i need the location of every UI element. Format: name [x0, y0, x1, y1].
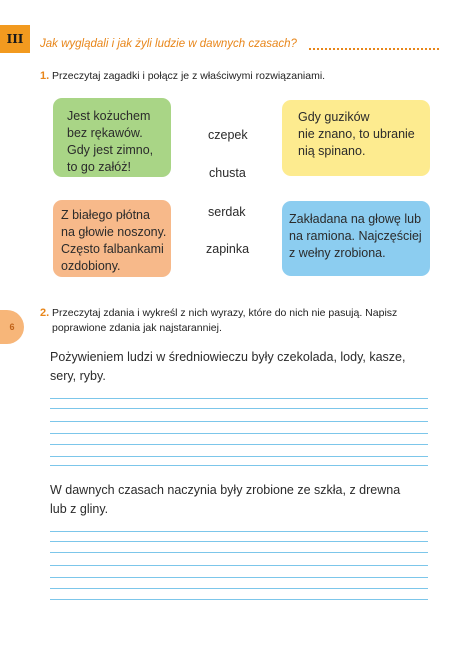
riddle-line: na głowie noszony. [61, 225, 167, 239]
section-title: Jak wyglądali i jak żyli ludzie w dawnych czasach? [40, 38, 297, 50]
writing-line[interactable] [50, 588, 428, 589]
riddle-card-orange[interactable] [53, 200, 171, 277]
title-dotted-rule [309, 48, 439, 50]
page-number-tab [0, 310, 24, 344]
writing-line[interactable] [50, 577, 428, 578]
task1-number: 1. [40, 70, 50, 82]
writing-line[interactable] [50, 531, 428, 532]
task2-number: 2. [40, 307, 50, 319]
writing-line[interactable] [50, 456, 428, 457]
sentence-1 [50, 348, 420, 386]
writing-line[interactable] [50, 465, 428, 466]
riddle-card-blue[interactable] [282, 201, 430, 276]
riddle-line: Gdy guzików [298, 110, 370, 124]
riddle-line: bez rękawów. [67, 126, 143, 140]
writing-line[interactable] [50, 444, 428, 445]
page-number: 6 [9, 322, 15, 332]
writing-line[interactable] [50, 541, 428, 542]
writing-line[interactable] [50, 433, 428, 434]
writing-line[interactable] [50, 565, 428, 566]
answer-word-chusta[interactable]: chusta [209, 166, 246, 180]
riddle-line: ozdobiony. [61, 259, 121, 273]
instruction-line: Przeczytaj zdania i wykreśl z nich wyrazy, które do nich nie pasują. Napisz [52, 307, 398, 319]
sentence-line: sery, ryby. [50, 369, 106, 383]
writing-line[interactable] [50, 421, 428, 422]
chapter-badge: III [0, 25, 30, 53]
answer-word-zapinka[interactable]: zapinka [206, 242, 250, 256]
writing-line[interactable] [50, 398, 428, 399]
riddle-line: z wełny zrobiona. [289, 246, 386, 260]
sentence-line: Pożywieniem ludzi w średniowieczu były czekolada, lody, kasze, [50, 350, 406, 364]
answer-word-czepek[interactable]: czepek [208, 128, 248, 142]
riddle-line: na ramiona. Najczęściej [289, 229, 422, 243]
sentence-line: lub z gliny. [50, 502, 109, 516]
writing-line[interactable] [50, 408, 428, 409]
riddle-line: Gdy jest zimno, [67, 143, 154, 157]
answer-word-serdak[interactable]: serdak [208, 205, 246, 219]
task2-instruction [52, 306, 432, 336]
sentence-2 [50, 481, 420, 519]
riddle-line: Jest kożuchem [67, 109, 151, 123]
riddle-line: to go załóż! [67, 160, 131, 174]
writing-line[interactable] [50, 599, 428, 600]
riddle-card-green[interactable] [53, 98, 171, 177]
task1-instruction: Przeczytaj zagadki i połącz je z właściwymi rozwiązaniami. [52, 70, 326, 82]
riddle-line: Zakładana na głowę lub [289, 212, 422, 226]
riddle-line: Z białego płótna [61, 208, 150, 222]
riddle-line: nią spinano. [298, 144, 366, 158]
riddle-card-yellow[interactable] [282, 100, 430, 176]
instruction-line: poprawione zdania jak najstaranniej. [52, 322, 222, 334]
writing-line[interactable] [50, 552, 428, 553]
sentence-line: W dawnych czasach naczynia były zrobione ze szkła, z drewna [50, 483, 401, 497]
riddle-line: nie znano, to ubranie [298, 127, 415, 141]
riddle-line: Często falbankami [61, 242, 164, 256]
